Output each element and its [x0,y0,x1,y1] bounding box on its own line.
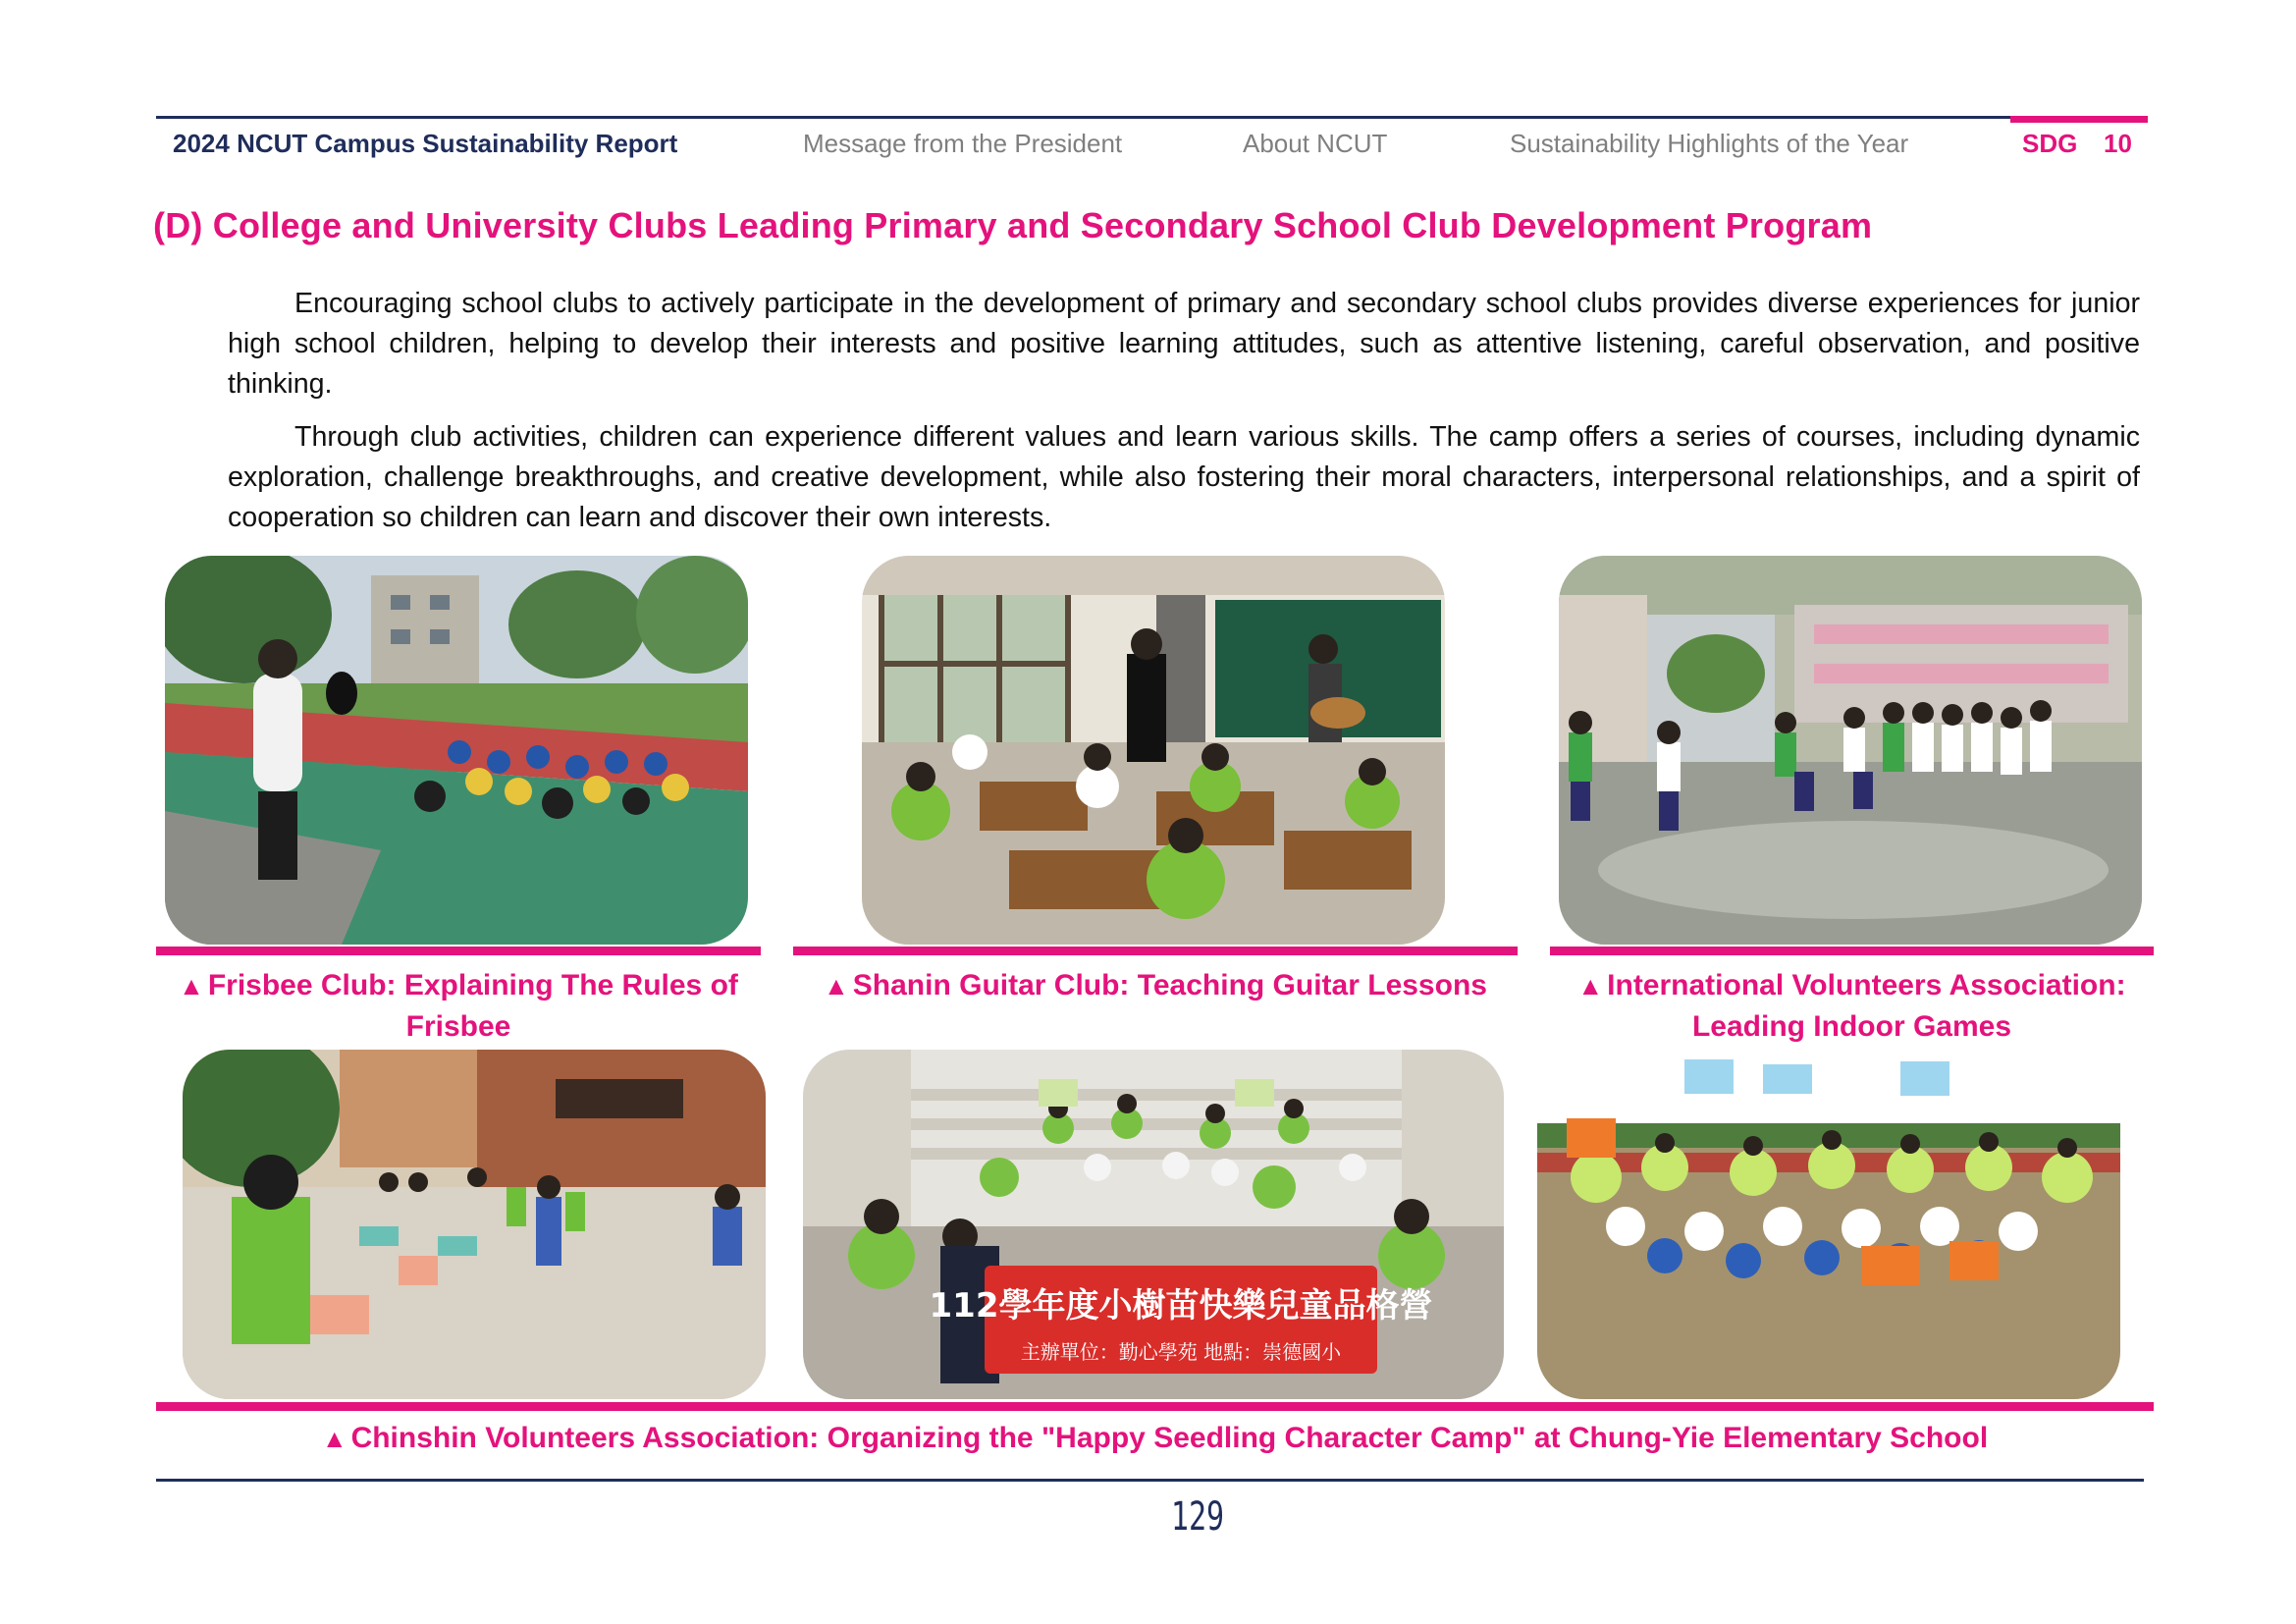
caption-chinshin-text: Chinshin Volunteers Association: Organizing the "Happy Seedling Character Camp" at Chung-Yie Elementary School [350,1422,1989,1454]
report-title: 2024 NCUT Campus Sustainability Report [173,129,678,158]
paragraph-2: Through club activities, children can experience different values and learn various skills. The camp offers a series of courses, including dynamic exploration, challenge breakthroughs, and creative development, while also fostering their moral characters, interpersonal relationships, and a spirit of cooperation so children can learn and discover their own interests. [228,421,2140,533]
sdg-number: 10 [2104,129,2132,158]
paragraph-1: Encouraging school clubs to actively participate in the development of primary and secondary school clubs provides diverse experiences for junior high school children, helping to develop their interests and positive learning attitudes, such as attentive listening, careful observation, and positive thinking. [228,288,2140,400]
photo-group-field [1537,1050,2120,1399]
caption-bar-3 [1550,947,2154,955]
caption-bar-1 [156,947,761,955]
triangle-up-icon: ▲ [321,1424,347,1453]
caption-guitar-text: Shanin Guitar Club: Teaching Guitar Lessons [852,969,1487,1001]
triangle-up-icon: ▲ [179,971,204,1001]
header-rule [156,116,2114,119]
caption-guitar [793,965,1518,1006]
page-number: 129 [1170,1494,1225,1540]
caption-volunteers-text: International Volunteers Association: Leading Indoor Games [1607,969,2126,1043]
footer-rule [156,1479,2144,1482]
photo-plaza-activity [183,1050,766,1399]
sdg-accent-bar [2010,116,2148,123]
nav-sustainability-highlights[interactable]: Sustainability Highlights of the Year [1510,129,1909,158]
triangle-up-icon: ▲ [824,971,849,1001]
caption-frisbee [156,965,761,1047]
caption-volunteers [1550,965,2154,1047]
photo-volunteers-indoor [1559,556,2142,945]
banner-subtitle: 主辦單位：勤心學苑 地點：崇德國小 [1020,1340,1342,1364]
nav-message-from-president[interactable]: Message from the President [803,129,1123,158]
caption-frisbee-text: Frisbee Club: Explaining The Rules of Frisbee [207,969,738,1043]
caption-chinshin [156,1418,2154,1459]
caption-bar-2 [793,947,1518,955]
caption-bar-wide [156,1402,2154,1411]
sdg-label: SDG [2022,129,2078,158]
banner-title: 112學年度小樹苗快樂兒童品格營 [929,1286,1433,1326]
section-heading: (D) College and University Clubs Leading Primary and Secondary School Club Development Program [153,205,1873,245]
photo-guitar-club [862,556,1445,945]
triangle-up-icon: ▲ [1577,971,1604,1001]
nav-about-ncut[interactable]: About NCUT [1243,129,1388,158]
photo-group-steps [803,1050,1504,1399]
photo-frisbee-club [165,556,748,945]
